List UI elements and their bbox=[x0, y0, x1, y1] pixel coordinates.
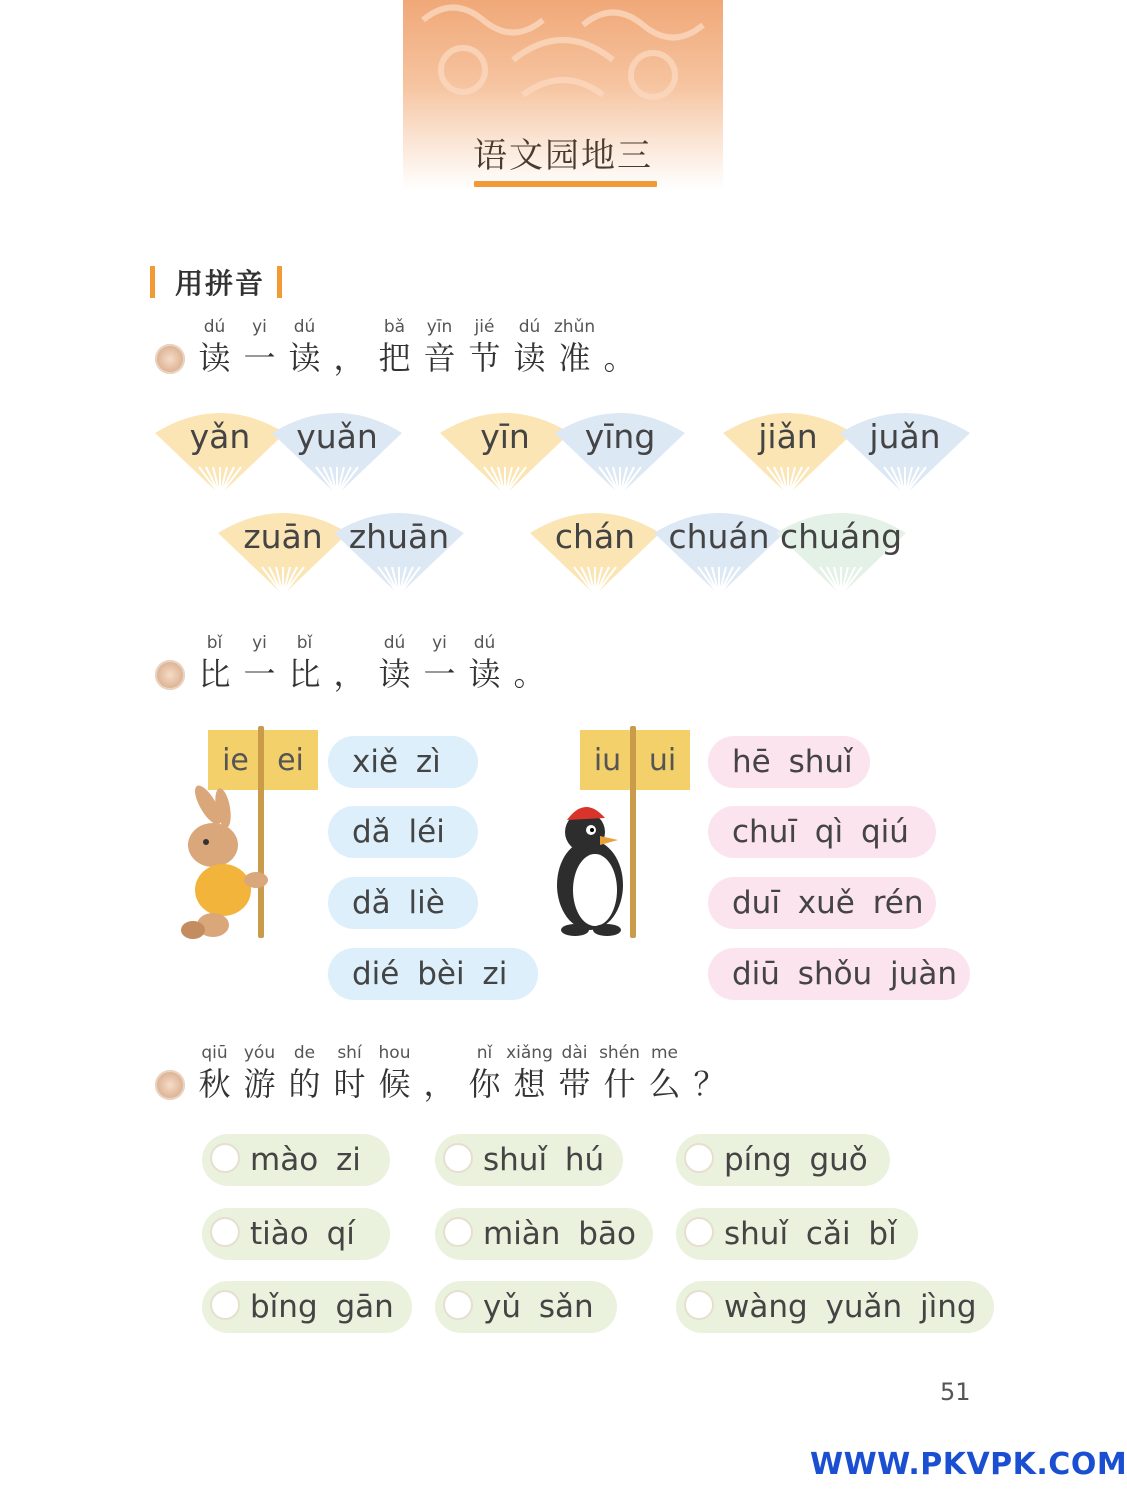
choice-wang-yuan-jing[interactable] bbox=[676, 1281, 994, 1333]
pinyin: de bbox=[293, 1043, 316, 1063]
choice-label: mào zi bbox=[250, 1142, 361, 1178]
hanzi: 时 bbox=[333, 1065, 366, 1103]
choice-shui-hu[interactable] bbox=[435, 1134, 623, 1186]
word-pill-da-lie: dǎ liè bbox=[328, 877, 478, 929]
choice-checkbox[interactable] bbox=[210, 1143, 240, 1173]
bullet-icon bbox=[155, 660, 185, 690]
hanzi-with-pinyin bbox=[552, 316, 597, 378]
sign-final-ui: ui bbox=[648, 742, 677, 778]
hanzi-with-pinyin bbox=[282, 632, 327, 694]
choice-label: miàn bāo bbox=[483, 1216, 636, 1252]
hanzi-with-pinyin bbox=[327, 632, 372, 694]
section-header bbox=[150, 262, 282, 302]
choice-label: píng guǒ bbox=[724, 1142, 868, 1178]
pinyin: bǐ bbox=[206, 633, 223, 653]
instruction-read-syllables bbox=[192, 316, 642, 378]
hanzi-with-pinyin bbox=[552, 1042, 597, 1104]
hanzi-with-pinyin bbox=[462, 316, 507, 378]
hanzi: 读 bbox=[288, 339, 321, 377]
hanzi: 音 bbox=[423, 339, 456, 377]
fan-card bbox=[723, 405, 853, 497]
fan-syllable: jiǎn bbox=[758, 417, 818, 456]
pinyin: dú bbox=[473, 633, 496, 653]
fan-card bbox=[218, 505, 348, 597]
hanzi: 一 bbox=[243, 655, 276, 693]
choice-checkbox[interactable] bbox=[443, 1217, 473, 1247]
hanzi: ？ bbox=[693, 1065, 726, 1103]
bullet-icon bbox=[155, 344, 185, 374]
rabbit-icon bbox=[168, 790, 278, 950]
hanzi-with-pinyin bbox=[462, 1042, 507, 1104]
title-underline bbox=[474, 181, 657, 187]
word-pill-xie-zi: xiě zì bbox=[328, 736, 478, 788]
choice-label: shuǐ cǎi bǐ bbox=[724, 1216, 897, 1252]
fan-card bbox=[776, 505, 906, 597]
hanzi-with-pinyin bbox=[237, 1042, 282, 1104]
fan-syllable: chán bbox=[554, 517, 636, 556]
hanzi-with-pinyin bbox=[687, 1042, 732, 1104]
hanzi-with-pinyin bbox=[237, 632, 282, 694]
page-number: 51 bbox=[940, 1378, 971, 1406]
hanzi: 想 bbox=[513, 1065, 546, 1103]
pinyin: qiū bbox=[201, 1043, 228, 1063]
hanzi-with-pinyin bbox=[192, 1042, 237, 1104]
sign-final-ie: ie bbox=[222, 742, 249, 778]
hanzi-with-pinyin bbox=[327, 1042, 372, 1104]
pinyin: shén bbox=[599, 1043, 640, 1063]
hanzi-with-pinyin bbox=[417, 316, 462, 378]
section-bar-left bbox=[150, 266, 155, 298]
choice-label: shuǐ hú bbox=[483, 1142, 605, 1178]
choice-bing-gan[interactable] bbox=[202, 1281, 412, 1333]
hanzi: ， bbox=[333, 339, 366, 377]
hanzi-with-pinyin bbox=[282, 1042, 327, 1104]
section-label: 用拼音 bbox=[175, 267, 266, 300]
hanzi: 秋 bbox=[198, 1065, 231, 1103]
hanzi: 的 bbox=[288, 1065, 321, 1103]
hanzi-with-pinyin bbox=[327, 316, 372, 378]
hanzi-with-pinyin bbox=[237, 316, 282, 378]
hanzi-with-pinyin bbox=[462, 632, 507, 694]
hanzi-with-pinyin bbox=[372, 316, 417, 378]
fan-card bbox=[155, 405, 285, 497]
pinyin: dài bbox=[561, 1043, 588, 1063]
hanzi: 你 bbox=[468, 1065, 501, 1103]
instruction-compare-read bbox=[192, 632, 552, 694]
pinyin: yóu bbox=[243, 1043, 276, 1063]
pinyin: hou bbox=[378, 1043, 411, 1063]
pinyin: nǐ bbox=[476, 1043, 493, 1063]
fan-syllable: chuáng bbox=[779, 517, 903, 556]
word-pill-die-bei-zi: dié bèi zi bbox=[328, 948, 538, 1000]
hanzi-with-pinyin bbox=[192, 632, 237, 694]
hanzi-with-pinyin bbox=[507, 1042, 552, 1104]
pinyin: dú bbox=[293, 317, 316, 337]
hanzi: 比 bbox=[198, 655, 231, 693]
hanzi: 。 bbox=[513, 655, 546, 693]
hanzi: 读 bbox=[513, 339, 546, 377]
fan-syllable: chuán bbox=[668, 517, 770, 556]
fan-card bbox=[654, 505, 784, 597]
choice-ping-guo[interactable] bbox=[676, 1134, 890, 1186]
pinyin: yīn bbox=[426, 317, 453, 337]
hanzi: 把 bbox=[378, 339, 411, 377]
choice-checkbox[interactable] bbox=[684, 1143, 714, 1173]
instruction-outing-question bbox=[192, 1042, 732, 1104]
word-pill-diu-shou-juan: diū shǒu juàn bbox=[708, 948, 970, 1000]
choice-checkbox[interactable] bbox=[443, 1290, 473, 1320]
watermark: WWW.PKVPK.COM bbox=[810, 1447, 1127, 1482]
hanzi: 读 bbox=[198, 339, 231, 377]
hanzi: 候 bbox=[378, 1065, 411, 1103]
choice-label: yǔ sǎn bbox=[483, 1289, 594, 1325]
hanzi: 。 bbox=[603, 339, 636, 377]
word-pill-he-shui: hē shuǐ bbox=[708, 736, 870, 788]
fan-card bbox=[272, 405, 402, 497]
fan-card bbox=[440, 405, 570, 497]
pinyin: dú bbox=[518, 317, 541, 337]
fan-syllable: zuān bbox=[243, 517, 323, 556]
hanzi-with-pinyin bbox=[642, 1042, 687, 1104]
fan-syllable: yǎn bbox=[189, 417, 251, 456]
hanzi-with-pinyin bbox=[282, 316, 327, 378]
hanzi: 节 bbox=[468, 339, 501, 377]
hanzi: 带 bbox=[558, 1065, 591, 1103]
fan-syllable: yīn bbox=[480, 417, 530, 456]
penguin-icon bbox=[545, 800, 645, 940]
sign-final-ei: ei bbox=[277, 742, 304, 778]
pinyin: dú bbox=[383, 633, 406, 653]
bullet-icon bbox=[155, 1070, 185, 1100]
hanzi: 一 bbox=[423, 655, 456, 693]
pinyin: dú bbox=[203, 317, 226, 337]
choice-checkbox[interactable] bbox=[684, 1290, 714, 1320]
hanzi-with-pinyin bbox=[417, 1042, 462, 1104]
hanzi: 准 bbox=[558, 339, 591, 377]
choice-checkbox[interactable] bbox=[210, 1217, 240, 1247]
hanzi: 比 bbox=[288, 655, 321, 693]
hanzi-with-pinyin bbox=[192, 316, 237, 378]
choice-checkbox[interactable] bbox=[443, 1143, 473, 1173]
choice-label: tiào qí bbox=[250, 1216, 355, 1252]
word-pill-chui-qi-qiu: chuī qì qiú bbox=[708, 806, 936, 858]
fan-syllable: yuǎn bbox=[296, 417, 378, 456]
hanzi-with-pinyin bbox=[507, 316, 552, 378]
fan-card bbox=[530, 505, 660, 597]
choice-mian-bao[interactable] bbox=[435, 1208, 653, 1260]
pinyin: shí bbox=[337, 1043, 362, 1063]
pinyin: xiǎng bbox=[506, 1043, 553, 1063]
hanzi: 一 bbox=[243, 339, 276, 377]
pinyin: yi bbox=[252, 633, 267, 653]
pinyin: yi bbox=[252, 317, 267, 337]
choice-label: wàng yuǎn jìng bbox=[724, 1289, 977, 1325]
choice-checkbox[interactable] bbox=[210, 1290, 240, 1320]
hanzi: ， bbox=[423, 1065, 456, 1103]
hanzi-with-pinyin bbox=[372, 632, 417, 694]
fan-card bbox=[334, 505, 464, 597]
section-bar-right bbox=[277, 266, 282, 298]
hanzi: 读 bbox=[378, 655, 411, 693]
hanzi-with-pinyin bbox=[417, 632, 462, 694]
hanzi-with-pinyin bbox=[597, 1042, 642, 1104]
sign-final-iu: iu bbox=[593, 742, 622, 778]
hanzi: 游 bbox=[243, 1065, 276, 1103]
hanzi: 读 bbox=[468, 655, 501, 693]
hanzi-with-pinyin bbox=[597, 316, 642, 378]
word-pill-dui-xue-ren: duī xuě rén bbox=[708, 877, 936, 929]
choice-tiao-qi[interactable] bbox=[202, 1208, 390, 1260]
pinyin: bǎ bbox=[383, 317, 406, 337]
choice-shui-cai-bi[interactable] bbox=[676, 1208, 918, 1260]
hanzi: ， bbox=[333, 655, 366, 693]
hanzi-with-pinyin bbox=[507, 632, 552, 694]
banner-pattern bbox=[403, 0, 723, 120]
word-pill-da-lei: dǎ léi bbox=[328, 806, 478, 858]
choice-mao-zi[interactable] bbox=[202, 1134, 390, 1186]
fan-syllable: juǎn bbox=[869, 417, 941, 456]
pinyin: bǐ bbox=[296, 633, 313, 653]
choice-label: bǐng gān bbox=[250, 1289, 394, 1325]
pinyin: jié bbox=[474, 317, 495, 337]
pinyin: yi bbox=[432, 633, 447, 653]
hanzi-with-pinyin bbox=[372, 1042, 417, 1104]
hanzi: 什 bbox=[603, 1065, 636, 1103]
choice-yu-san[interactable] bbox=[435, 1281, 617, 1333]
fan-card bbox=[555, 405, 685, 497]
fan-card bbox=[840, 405, 970, 497]
pinyin: me bbox=[650, 1043, 679, 1063]
fan-syllable: zhuān bbox=[348, 517, 450, 556]
fan-syllable: yīng bbox=[584, 417, 656, 456]
page-title: 语文园地三 bbox=[473, 136, 653, 176]
hanzi: 么 bbox=[648, 1065, 681, 1103]
choice-checkbox[interactable] bbox=[684, 1217, 714, 1247]
pinyin: zhǔn bbox=[553, 317, 596, 337]
